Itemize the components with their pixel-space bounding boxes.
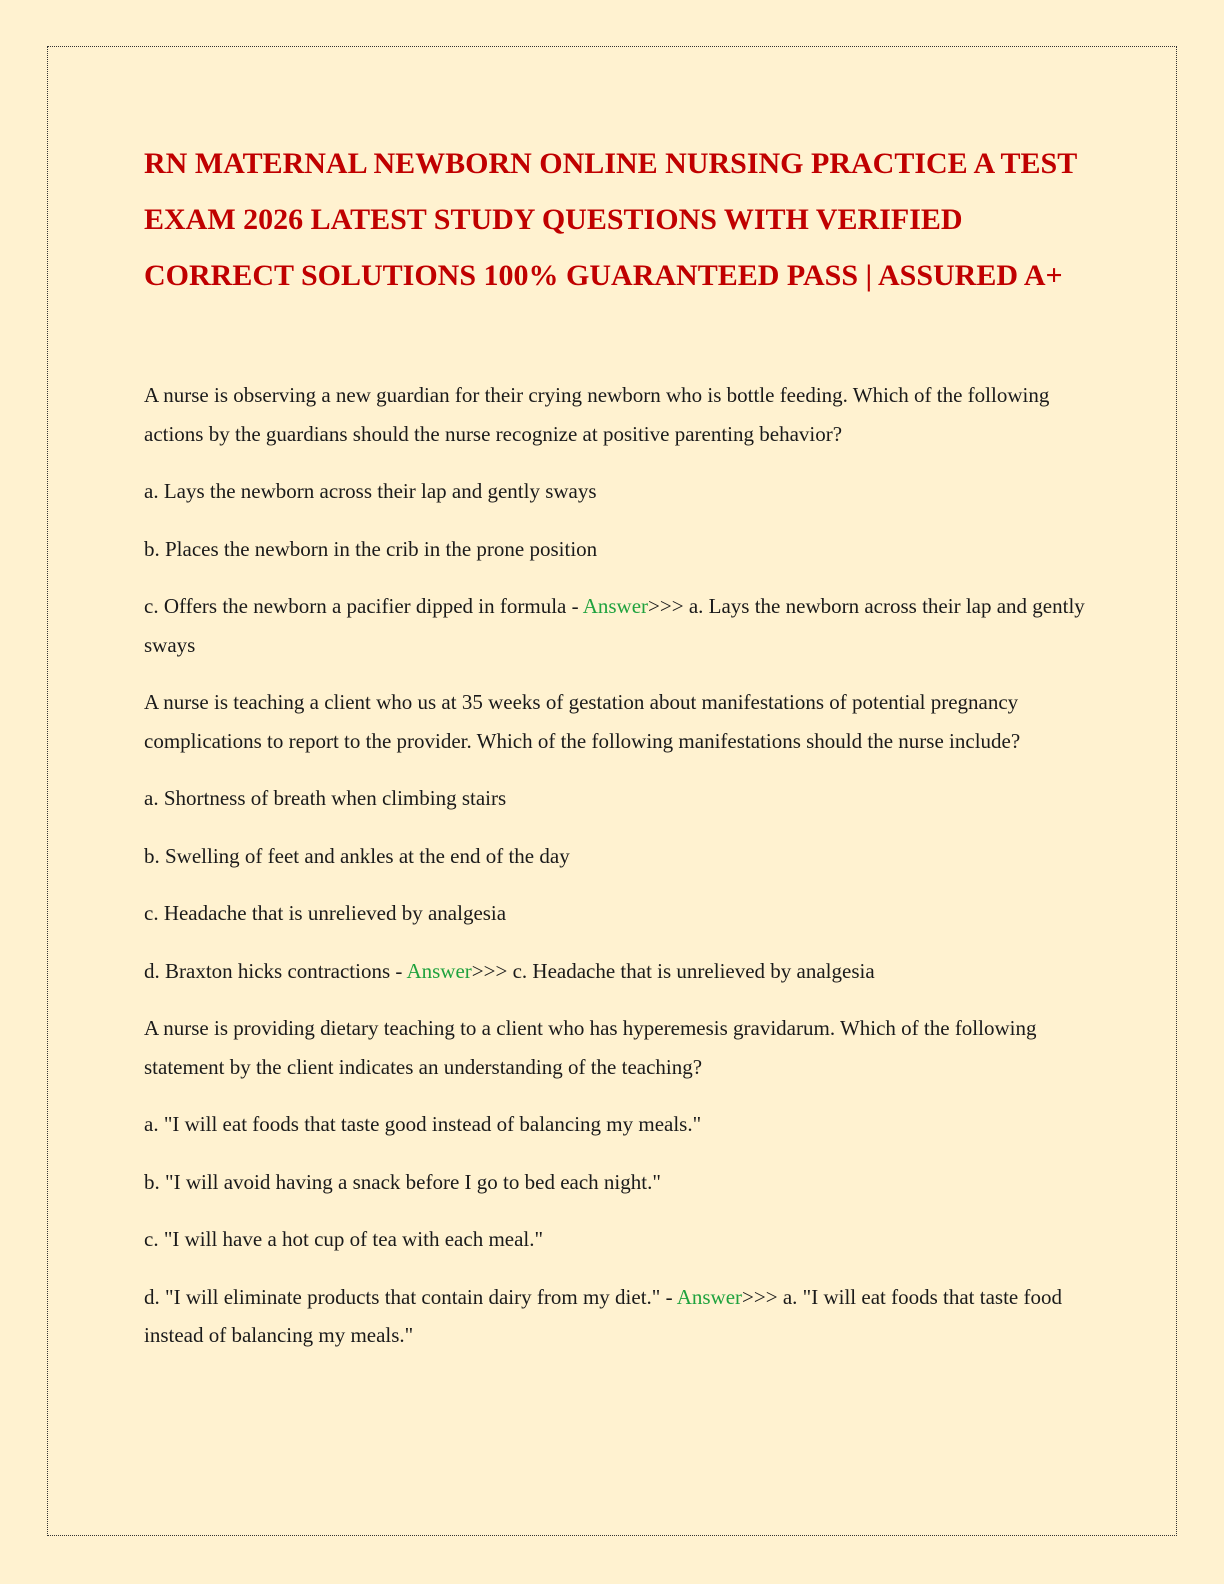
answer-arrow: >>> [648, 594, 689, 618]
question-2-answer: c. Headache that is unrelieved by analgesia [512, 958, 875, 983]
question-3-option-b: b. "I will avoid having a snack before I go to bed each night." [144, 1169, 661, 1194]
question-1-stem: A nurse is observing a new guardian for their crying newborn who is bottle feeding. Which of the following actions by the guardians should the nurse recognize at positive parenting behavior? [144, 383, 1050, 446]
answer-separator: - [390, 958, 407, 983]
answer-arrow: >>> [742, 1284, 783, 1309]
document-title: RN MATERNAL NEWBORN ONLINE NURSING PRACTICE A TEST EXAM 2026 LATEST STUDY QUESTIONS WITH VERIFIED CORRECT SOLUTIONS 100% GUARANTEED PASS | ASSURED A+ [144, 147, 1077, 292]
question-1-last-option-with-answer [144, 587, 1094, 664]
answer-label: Answer [406, 958, 472, 983]
answer-label: Answer [676, 1284, 743, 1309]
question-2-last-option-with-answer [144, 952, 1094, 991]
question-2-stem: A nurse is teaching a client who us at 35 weeks of gestation about manifestations of potential pregnancy complications to report to the provider. Which of the following manifestations should the nurse include? [144, 690, 1021, 753]
question-2-option-a: a. Shortness of breath when climbing stairs [144, 786, 507, 810]
question-1-option-c: c. Offers the newborn a pacifier dipped in formula [144, 594, 567, 618]
question-2-option-b: b. Swelling of feet and ankles at the end of the day [144, 843, 570, 868]
question-3-last-option-with-answer [144, 1278, 1094, 1355]
question-2-option-c: c. Headache that is unrelieved by analgesia [144, 901, 507, 925]
question-1-option-a: a. Lays the newborn across their lap and gently sways [144, 479, 597, 503]
questions-list [144, 376, 1094, 1355]
answer-separator: - [566, 594, 583, 618]
question-1-answer: a. Lays the newborn across their lap and gently sways [144, 594, 1085, 657]
answer-arrow: >>> [471, 958, 513, 983]
question-3-option-c: c. "I will have a hot cup of tea with each meal." [144, 1227, 544, 1251]
question-2-option-d: d. Braxton hicks contractions [144, 958, 391, 983]
answer-label: Answer [582, 594, 649, 618]
answer-separator: - [660, 1284, 677, 1309]
question-1-option-b: b. Places the newborn in the crib in the prone position [144, 536, 598, 561]
question-3-option-a: a. "I will eat foods that taste good instead of balancing my meals." [144, 1112, 702, 1136]
question-3-answer: a. "I will eat foods that taste food instead of balancing my meals." [144, 1284, 1062, 1347]
question-3-stem: A nurse is providing dietary teaching to a client who has hyperemesis gravidarum. Which of the following statement by the client indicates an understanding of the teaching? [144, 1016, 1037, 1079]
question-3-option-d: d. "I will eliminate products that contain dairy from my diet." [144, 1284, 661, 1309]
